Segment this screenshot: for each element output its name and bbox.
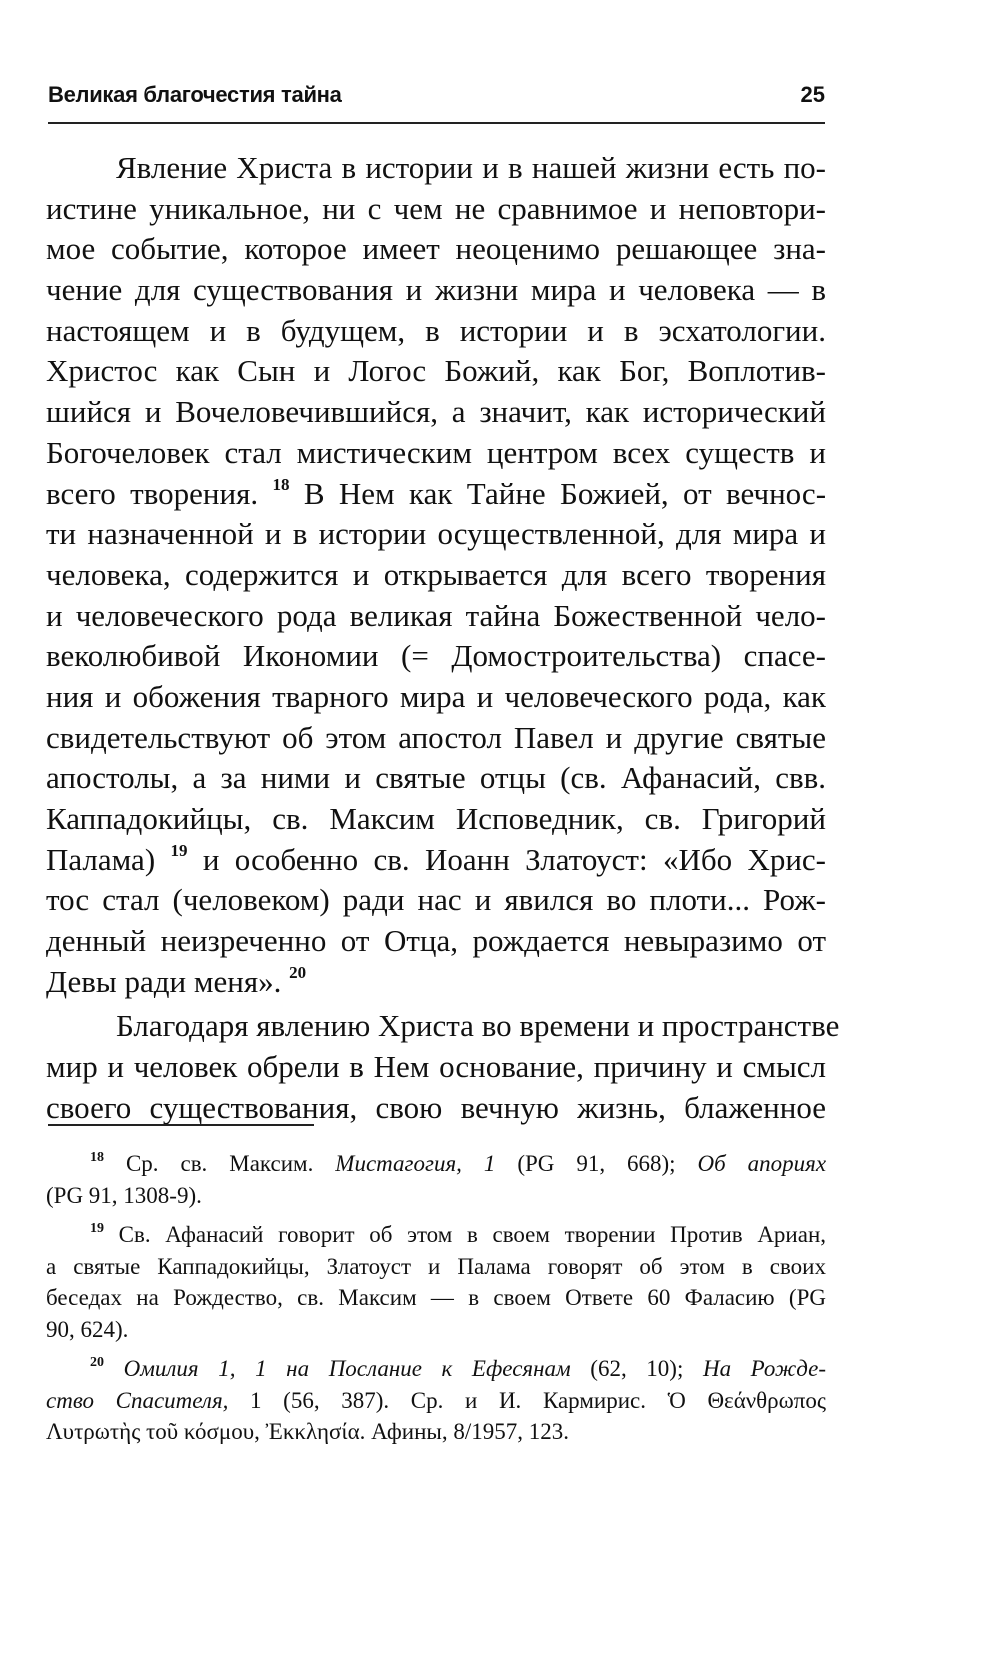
fn-title: Омилия 1, 1 на Послание к Ефесянам bbox=[123, 1356, 571, 1381]
fn-text: (62, 10); bbox=[590, 1356, 684, 1381]
text-line: Явление Христа в истории и в нашей жизни есть по- bbox=[116, 150, 826, 185]
footnote-19-line: 90, 624). bbox=[46, 1316, 129, 1342]
text-line: чение для существования и жизни мира и человека — в bbox=[46, 272, 826, 308]
text-line: истине уникальное, ни с чем не сравнимое и неповтори- bbox=[46, 190, 826, 226]
text-line: ти назначенной и в истории осуществленной, для мира и bbox=[46, 516, 826, 552]
footnote-19-line: а святые Каппадокийцы, Златоуст и Палама говорят об этом в своих bbox=[46, 1253, 826, 1279]
text-line bbox=[46, 962, 826, 1003]
footnote-20-line bbox=[46, 1385, 826, 1417]
text-line: мир и человек обрели в Нем основание, причину и смысл bbox=[46, 1049, 826, 1085]
text-line: настоящем и в будущем, в истории и в эсхатологии. bbox=[46, 312, 826, 348]
fn-text: Ср. св. Максим. bbox=[125, 1151, 314, 1176]
text-line: денный неизреченно от Отца, рождается невыразимо от bbox=[46, 923, 826, 959]
text-line: Христос как Сын и Логос Божий, как Бог, Воплотив- bbox=[46, 353, 826, 389]
footnotes bbox=[46, 1148, 826, 1448]
fn-text: (PG 91, 668); bbox=[517, 1151, 676, 1176]
text-line: человека, содержится и открывается для всего творения bbox=[46, 556, 826, 592]
footnote-20-line bbox=[46, 1353, 826, 1385]
main-text bbox=[46, 148, 840, 1129]
text-line: своего существования, свою вечную жизнь, блаженное bbox=[46, 1089, 826, 1125]
footnote-gap bbox=[46, 1211, 826, 1219]
footnote-20-line bbox=[46, 1416, 826, 1448]
text-segment: и особенно св. Иоанн Златоуст: «Ибо Хрис- bbox=[202, 841, 827, 877]
text-line: Благодаря явлению Христа во времени и пространстве bbox=[116, 1008, 840, 1044]
footnote-18-line: (PG 91, 1308-9). bbox=[46, 1182, 202, 1208]
footnote-ref-19[interactable]: 19 bbox=[170, 840, 188, 860]
text-line: веколюбивой Икономии (= Домостроительства) спасе- bbox=[46, 638, 826, 674]
text-segment: В Нем как Тайне Божией, от вечнос- bbox=[303, 475, 827, 511]
footnote-separator bbox=[48, 1124, 314, 1126]
text-line bbox=[46, 840, 826, 881]
footnote-18-line bbox=[46, 1148, 826, 1180]
footnote-number: 18 bbox=[90, 1150, 104, 1165]
text-line bbox=[46, 474, 826, 515]
footnote-19-line bbox=[46, 1219, 826, 1251]
fn-greek: Ὁ Θεάνθρωπος bbox=[667, 1387, 827, 1413]
text-segment: всего творения. bbox=[46, 475, 259, 511]
fn-text: 1 (56, 387). Ср. и И. Кармирис. bbox=[250, 1387, 646, 1413]
text-segment: Палама) bbox=[46, 841, 156, 877]
footnote-ref-18[interactable]: 18 bbox=[272, 474, 290, 494]
text-line: шийся и Вочеловечившийся, а значит, как исторический bbox=[46, 394, 826, 430]
text-line: свидетельствуют об этом апостол Павел и другие святые bbox=[46, 719, 826, 755]
fn-title: Об апориях bbox=[697, 1151, 827, 1176]
page-number: 25 bbox=[800, 82, 825, 107]
fn-title: ство Спасителя, bbox=[46, 1387, 229, 1413]
running-title: Великая благочестия тайна bbox=[48, 82, 342, 107]
running-header bbox=[48, 78, 825, 124]
text-line: тос стал (человеком) ради нас и явился во плоти... Рож- bbox=[46, 882, 826, 918]
text-line: и человеческого рода великая тайна Божественной чело- bbox=[46, 597, 826, 633]
text-segment: Девы ради меня». bbox=[46, 963, 282, 999]
fn-title: На Рожде- bbox=[702, 1356, 827, 1381]
text-line: Каппадокийцы, св. Максим Исповедник, св. Григорий bbox=[46, 801, 826, 836]
fn-title: Мистагогия, 1 bbox=[335, 1151, 496, 1176]
footnote-gap bbox=[46, 1345, 826, 1353]
footnote-number: 20 bbox=[90, 1355, 104, 1370]
text-line: мое событие, которое имеет неоценимо решающее зна- bbox=[46, 231, 826, 267]
footnote-ref-20[interactable]: 20 bbox=[289, 962, 307, 982]
fn-greek: Λυτρωτὴς τοῦ κόσμου, Ἐκκλησία. bbox=[46, 1419, 366, 1444]
text-line: Богочеловек стал мистическим центром всех существ и bbox=[46, 434, 826, 470]
text-line: апостолы, а за ними и святые отцы (св. Афанасий, свв. bbox=[46, 760, 826, 796]
footnote-19-line: беседах на Рождество, св. Максим — в своем Ответе 60 Фаласию (PG bbox=[46, 1285, 826, 1310]
footnote-number: 19 bbox=[90, 1221, 104, 1236]
fn-text: Афины, 8/1957, 123. bbox=[371, 1419, 569, 1444]
text-line: ния и обожения тварного мира и человеческого рода, как bbox=[46, 678, 826, 714]
fn-text: Св. Афанасий говорит об этом в своем творении Против Ариан, bbox=[118, 1222, 827, 1247]
